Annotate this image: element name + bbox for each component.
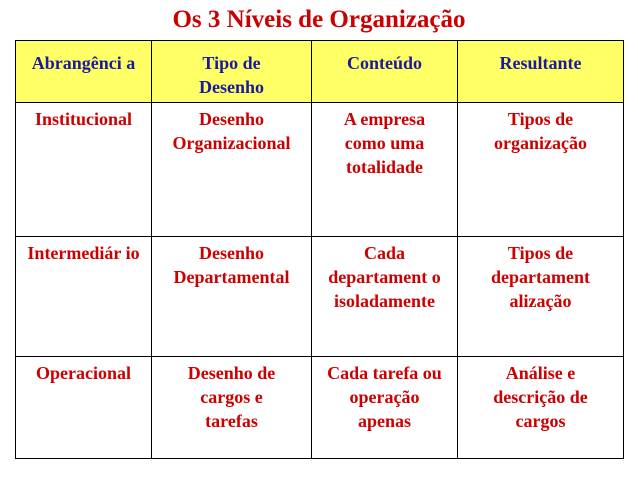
header-conteudo: Conteúdo	[312, 41, 458, 103]
cell-abrangencia: Institucional	[16, 103, 152, 237]
cell-resultante: Tipos de departament alização	[458, 237, 624, 357]
cell-abrangencia: Operacional	[16, 357, 152, 459]
cell-conteudo: Cada tarefa ou operação apenas	[312, 357, 458, 459]
header-resultante: Resultante	[458, 41, 624, 103]
cell-tipo-de-desenho: Desenho Departamental	[152, 237, 312, 357]
cell-resultante: Tipos de organização	[458, 103, 624, 237]
header-tipo-de-desenho: Tipo de Desenho	[152, 41, 312, 103]
cell-conteudo: Cada departament o isoladamente	[312, 237, 458, 357]
table-header-row	[16, 41, 624, 103]
cell-resultante: Análise e descrição de cargos	[458, 357, 624, 459]
cell-tipo-de-desenho: Desenho de cargos e tarefas	[152, 357, 312, 459]
slide-title: Os 3 Níveis de Organização	[172, 6, 466, 33]
header-abrangencia: Abrangênci a	[16, 41, 152, 103]
cell-conteudo: A empresa como uma totalidade	[312, 103, 458, 237]
table-row	[16, 103, 624, 237]
cell-abrangencia: Intermediár io	[16, 237, 152, 357]
table-row	[16, 237, 624, 357]
organization-levels-table	[15, 40, 624, 459]
table-row	[16, 357, 624, 459]
cell-tipo-de-desenho: Desenho Organizacional	[152, 103, 312, 237]
